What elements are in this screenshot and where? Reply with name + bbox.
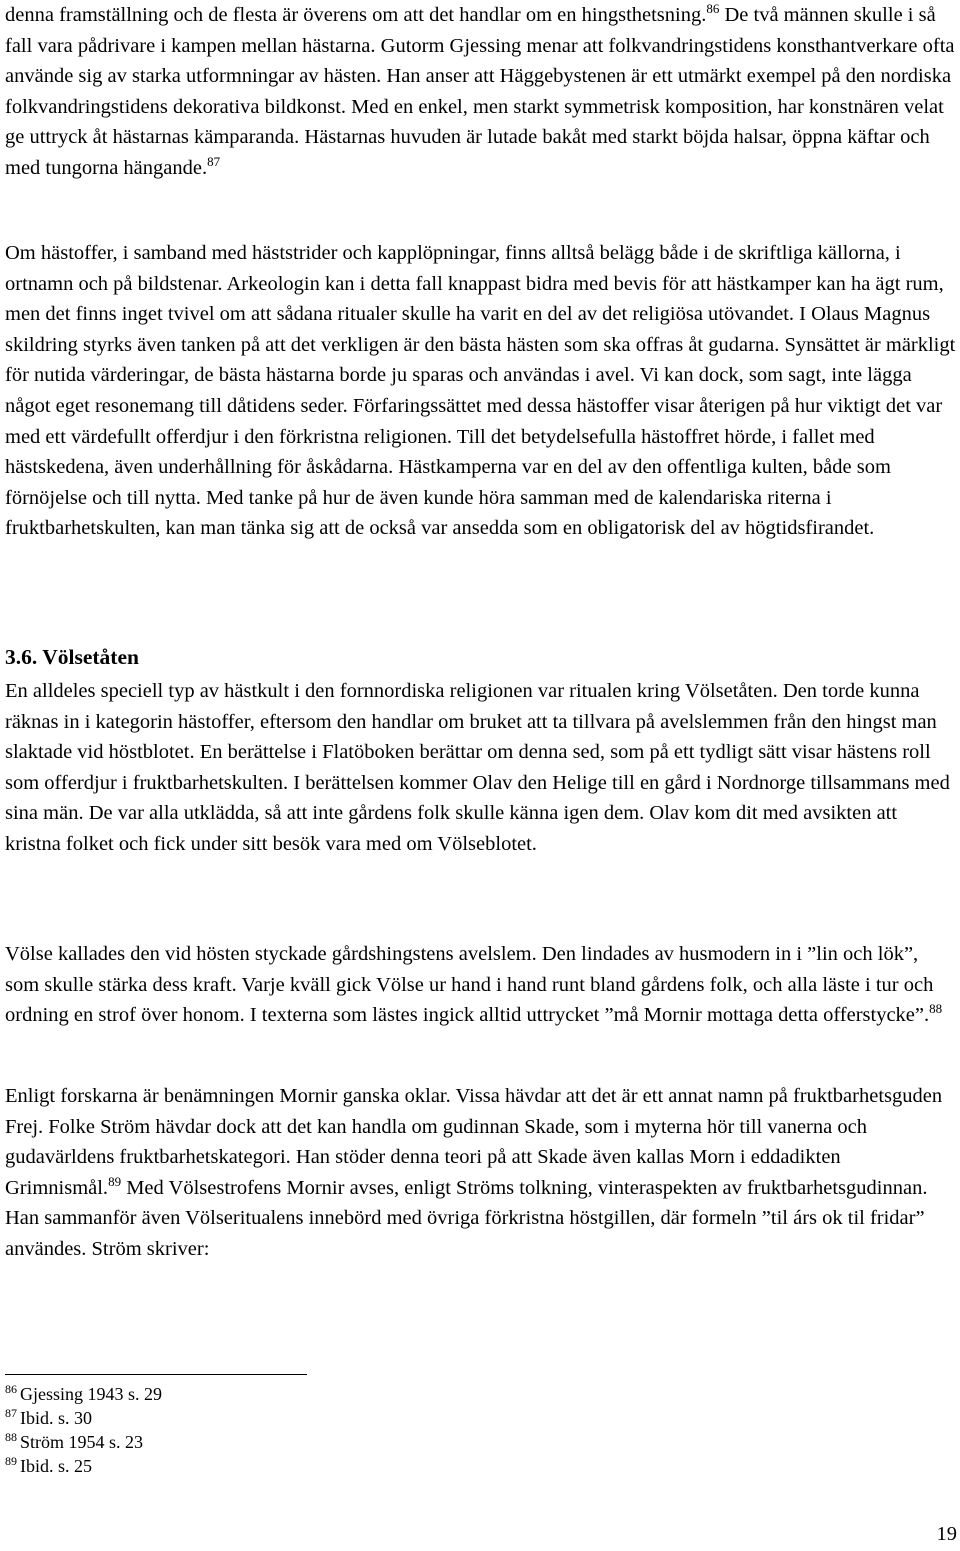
paragraph-text: Om hästoffer, i samband med häststrider och kapplöpningar, finns alltså belägg både i de skriftliga källorna, i ortnamn och på bildstenar. Arkeologin kan i detta fall knappast bidra med bevis för att hästkamper kan ha ägt rum, men det finns inget tvivel om att sådana ritualer skulle ha varit en del av det religiösa utövandet. I Olaus Magnus skildring styrks även tanken på att det verkligen är den bästa hästen som ska offras åt gudarna. Synsättet är märkligt för nutida värderingar, de bästa hästarna borde ju sparas och användas i avel. Vi kan dock, som sagt, inte lägga något eget resonemang till dåtidens seder. Förfaringssättet med dessa hästoffer visar återigen på hur viktigt det var med ett värdefullt offerdjur i den förkristna religionen. Till det betydelsefulla hästoffret hörde, i fallet med hästskedena, även underhållning för åskådarna. Hästkamperna var en del av den offentliga kulten, både som förnöjelse och till nytta. Med tanke på hur de även kunde höra samman med de kalendariska riterna i fruktbarhetskulten, kan man tänka sig att de också var ansedda som en obligatorisk del av högtidsfirandet. — [5, 242, 956, 540]
footnote-number: 87 — [5, 1406, 17, 1420]
footnote-text: Ibid. s. 25 — [20, 1456, 92, 1476]
footnote-reference: 89 — [108, 1173, 122, 1189]
paragraph-text: Enligt forskarna är benämningen Mornir ganska oklar. Vissa hävdar att det är ett annat namn på fruktbarhetsguden Frej. Folke Ström hävdar dock att det kan handla om gudinnan Skade, som i myterna hör till vanerna och gudavärldens fruktbarhetskategori. Han stöder denna teori på att Skade även kallas Morn i eddadikten Grimnismål. — [5, 1085, 943, 1199]
footnote — [5, 1430, 162, 1454]
footnote — [5, 1382, 162, 1406]
footnote-number: 86 — [5, 1382, 17, 1396]
footnote-number: 88 — [5, 1430, 17, 1444]
paragraph-text: Med Völsestrofens Mornir avses, enligt Ströms tolkning, vinteraspekten av fruktbarhetsgudinnan. Han sammanför även Völseritualens innebörd med övriga förkristna höstgillen, där formeln ”til árs ok til fridar” användes. Ström skriver: — [5, 1176, 928, 1260]
paragraph-text: Völse kallades den vid hösten styckade gårdshingstens avelslem. Den lindades av husmodern in i ”lin och lök”, som skulle stärka dess kraft. Varje kväll gick Völse ur hand i hand runt bland gårdens folk, och alla läste i tur och ordning en strof över honom. I texterna som lästes ingick alltid uttrycket ”må Mornir mottaga detta offerstycke”. — [5, 943, 934, 1027]
paragraph-text: En alldeles speciell typ av hästkult i den fornnordiska religionen var ritualen kring Völsetåten. Den torde kunna räknas in i kategorin hästoffer, eftersom den handlar om bruket att ta tillvara på avelslemmen från den hingst man slaktade vid höstblotet. En berättelse i Flatöboken berättar om denna sed, som på ett tydligt sätt visar hästens roll som offerdjur i fruktbarhetskulten. I berättelsen kommer Olav den Helige till en gård i Nordnorge tillsammans med sina män. De var alla utklädda, så att inte gårdens folk skulle känna igen dem. Olav kom dit med avsikten att kristna folket och fick under sitt besök vara med om Völseblotet. — [5, 680, 950, 855]
footnote-text: Ibid. s. 30 — [20, 1408, 92, 1428]
footnote — [5, 1406, 162, 1430]
footnote-text: Ström 1954 s. 23 — [20, 1432, 144, 1452]
paragraph — [5, 1081, 957, 1265]
paragraph-text: denna framställning och de flesta är överens om att det handlar om en hingsthetsning. — [5, 4, 707, 26]
footnote-divider — [5, 1374, 307, 1375]
footnotes-list — [5, 1382, 162, 1478]
paragraph — [5, 0, 957, 184]
footnote-number: 89 — [5, 1454, 17, 1468]
footnote-reference: 87 — [207, 153, 221, 169]
footnote-reference: 86 — [706, 1, 720, 16]
paragraph — [5, 939, 957, 1031]
page-number: 19 — [936, 1523, 957, 1545]
footnote — [5, 1454, 162, 1478]
footnote-text: Gjessing 1943 s. 29 — [20, 1384, 163, 1404]
section-heading: 3.6. Völsetåten — [5, 645, 139, 669]
footnote-reference: 88 — [929, 1001, 943, 1017]
paragraph-text: De två männen skulle i så fall vara pådrivare i kampen mellan hästarna. Gutorm Gjessing menar att folkvandringstidens konsthantverkare ofta använde sig av starka utformningar av hästen. Han anser att Häggebystenen är ett utmärkt exempel på den nordiska folkvandringstidens dekorativa bildkonst. Med en enkel, men starkt symmetrisk komposition, har konstnären velat ge uttryck åt hästarnas kämparanda. Hästarnas huvuden är lutade bakåt med starkt böjda halsar, öppna käftar och med tungorna hängande. — [5, 4, 955, 179]
paragraph — [5, 238, 957, 544]
paragraph — [5, 676, 957, 860]
